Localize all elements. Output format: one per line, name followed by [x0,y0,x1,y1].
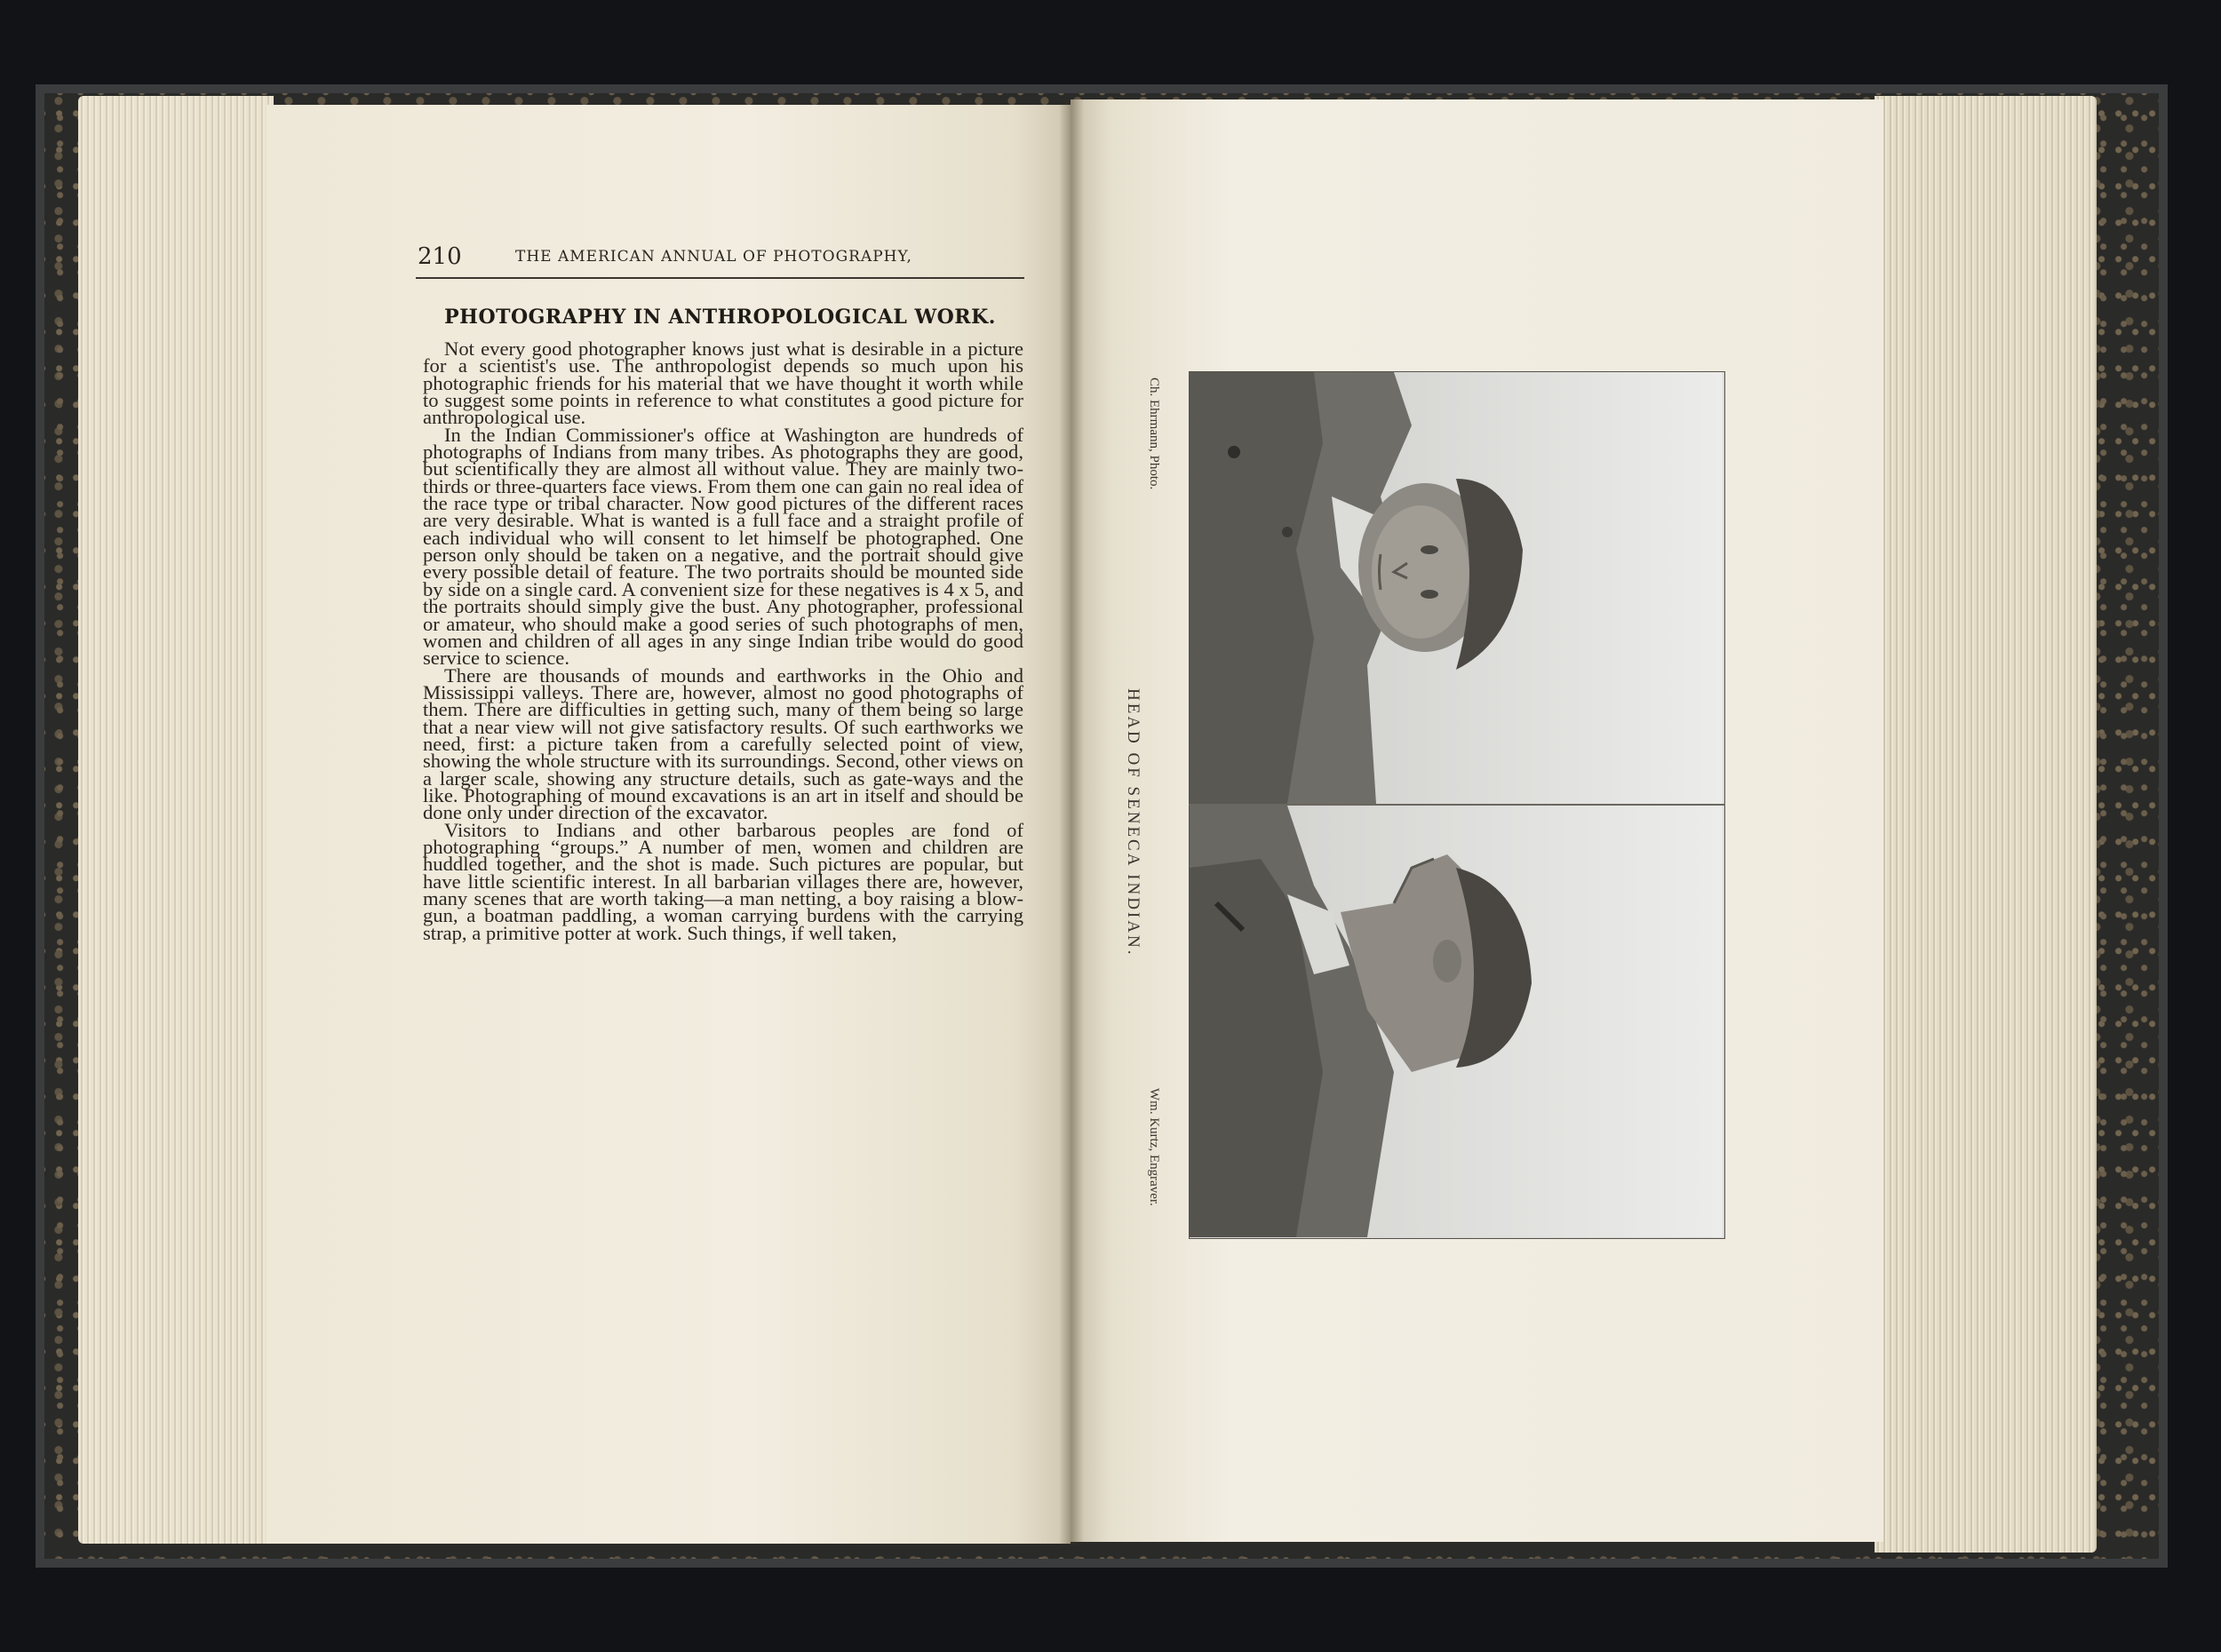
photographer-credit: Ch. Ehrmann, Photo. [1147,377,1161,490]
right-page-block [1875,96,2097,1553]
paragraph: In the Indian Commissioner's office at Washington are hundreds of photographs of Indians from many tribes. As photographs they are good, but scientifically they are almost all without value. They are mainly two-thirds or three-quarters face views. From them one can gain no real idea of the race type or tribal character. Now good pictures of the different races are very desirable. What is wanted is a full face and a straight profile of each individual who will consent to let himself be photographed. One person only should be taken on a negative, and the portrait should give every possible detail of feature. The two portraits should be mounted side by side on a single card. A convenient size for these negatives is 4 x 5, and the portraits should simply give the bust. Any photographer, professional or amateur, who should make a good series of such photographs of men, women and children of all ages in any singe Indian tribe would do good service to science. [423,423,1023,670]
engraver-credit: Wm. Kurtz, Engraver. [1147,1088,1161,1206]
book-gutter [1059,99,1084,1545]
running-head [416,242,1024,279]
paragraph: Visitors to Indians and other barbarous peoples are fond of photographing “groups.” A number of men, women and children are huddled together, and the shot is made. Such pictures are popular, but have little scientific interest. In all barbarian villages there are, however, many scenes that are worth taking—a man netting, a boy raising a blow-gun, a boatman paddling, a woman carrying burdens with the carrying strap, a primitive potter at work. Such things, if well taken, [423,818,1023,944]
article-title: PHOTOGRAPHY IN ANTHROPOLOGICAL WORK. [444,306,996,329]
left-page-block [78,96,274,1544]
portrait-profile [1190,806,1723,1237]
running-title: THE AMERICAN ANNUAL OF PHOTOGRAPHY, [515,248,912,266]
portrait-profile-image [1190,806,1723,1237]
page-number: 210 [418,243,462,270]
plate-title: HEAD OF SENECA INDIAN. [1124,688,1142,957]
article-body [423,338,1023,944]
portrait-full-face-image [1190,372,1723,804]
portrait-full-face [1190,372,1723,804]
paragraph: Not every good photographer knows just what is desirable in a picture for a scientist's use. The anthropologist depends so much upon his photographic friends for his material that we have thought it worth while to suggest some points in reference to what constitutes a good picture for anthropological use. [423,338,1023,429]
paragraph: There are thousands of mounds and earthworks in the Ohio and Mississippi valleys. There are, however, almost no good photographs of them. There are difficulties in getting such, many of them being so large that a near view will not give satisfactory results. Of such earthworks we need, first: a picture taken from a carefully selected point of view, showing the whole structure with its surroundings. Second, other views on a larger scale, showing any structure details, such as gate-ways and the like. Photographing of mound excavations is an art in itself and should be done only under direction of the excavator. [423,663,1023,824]
